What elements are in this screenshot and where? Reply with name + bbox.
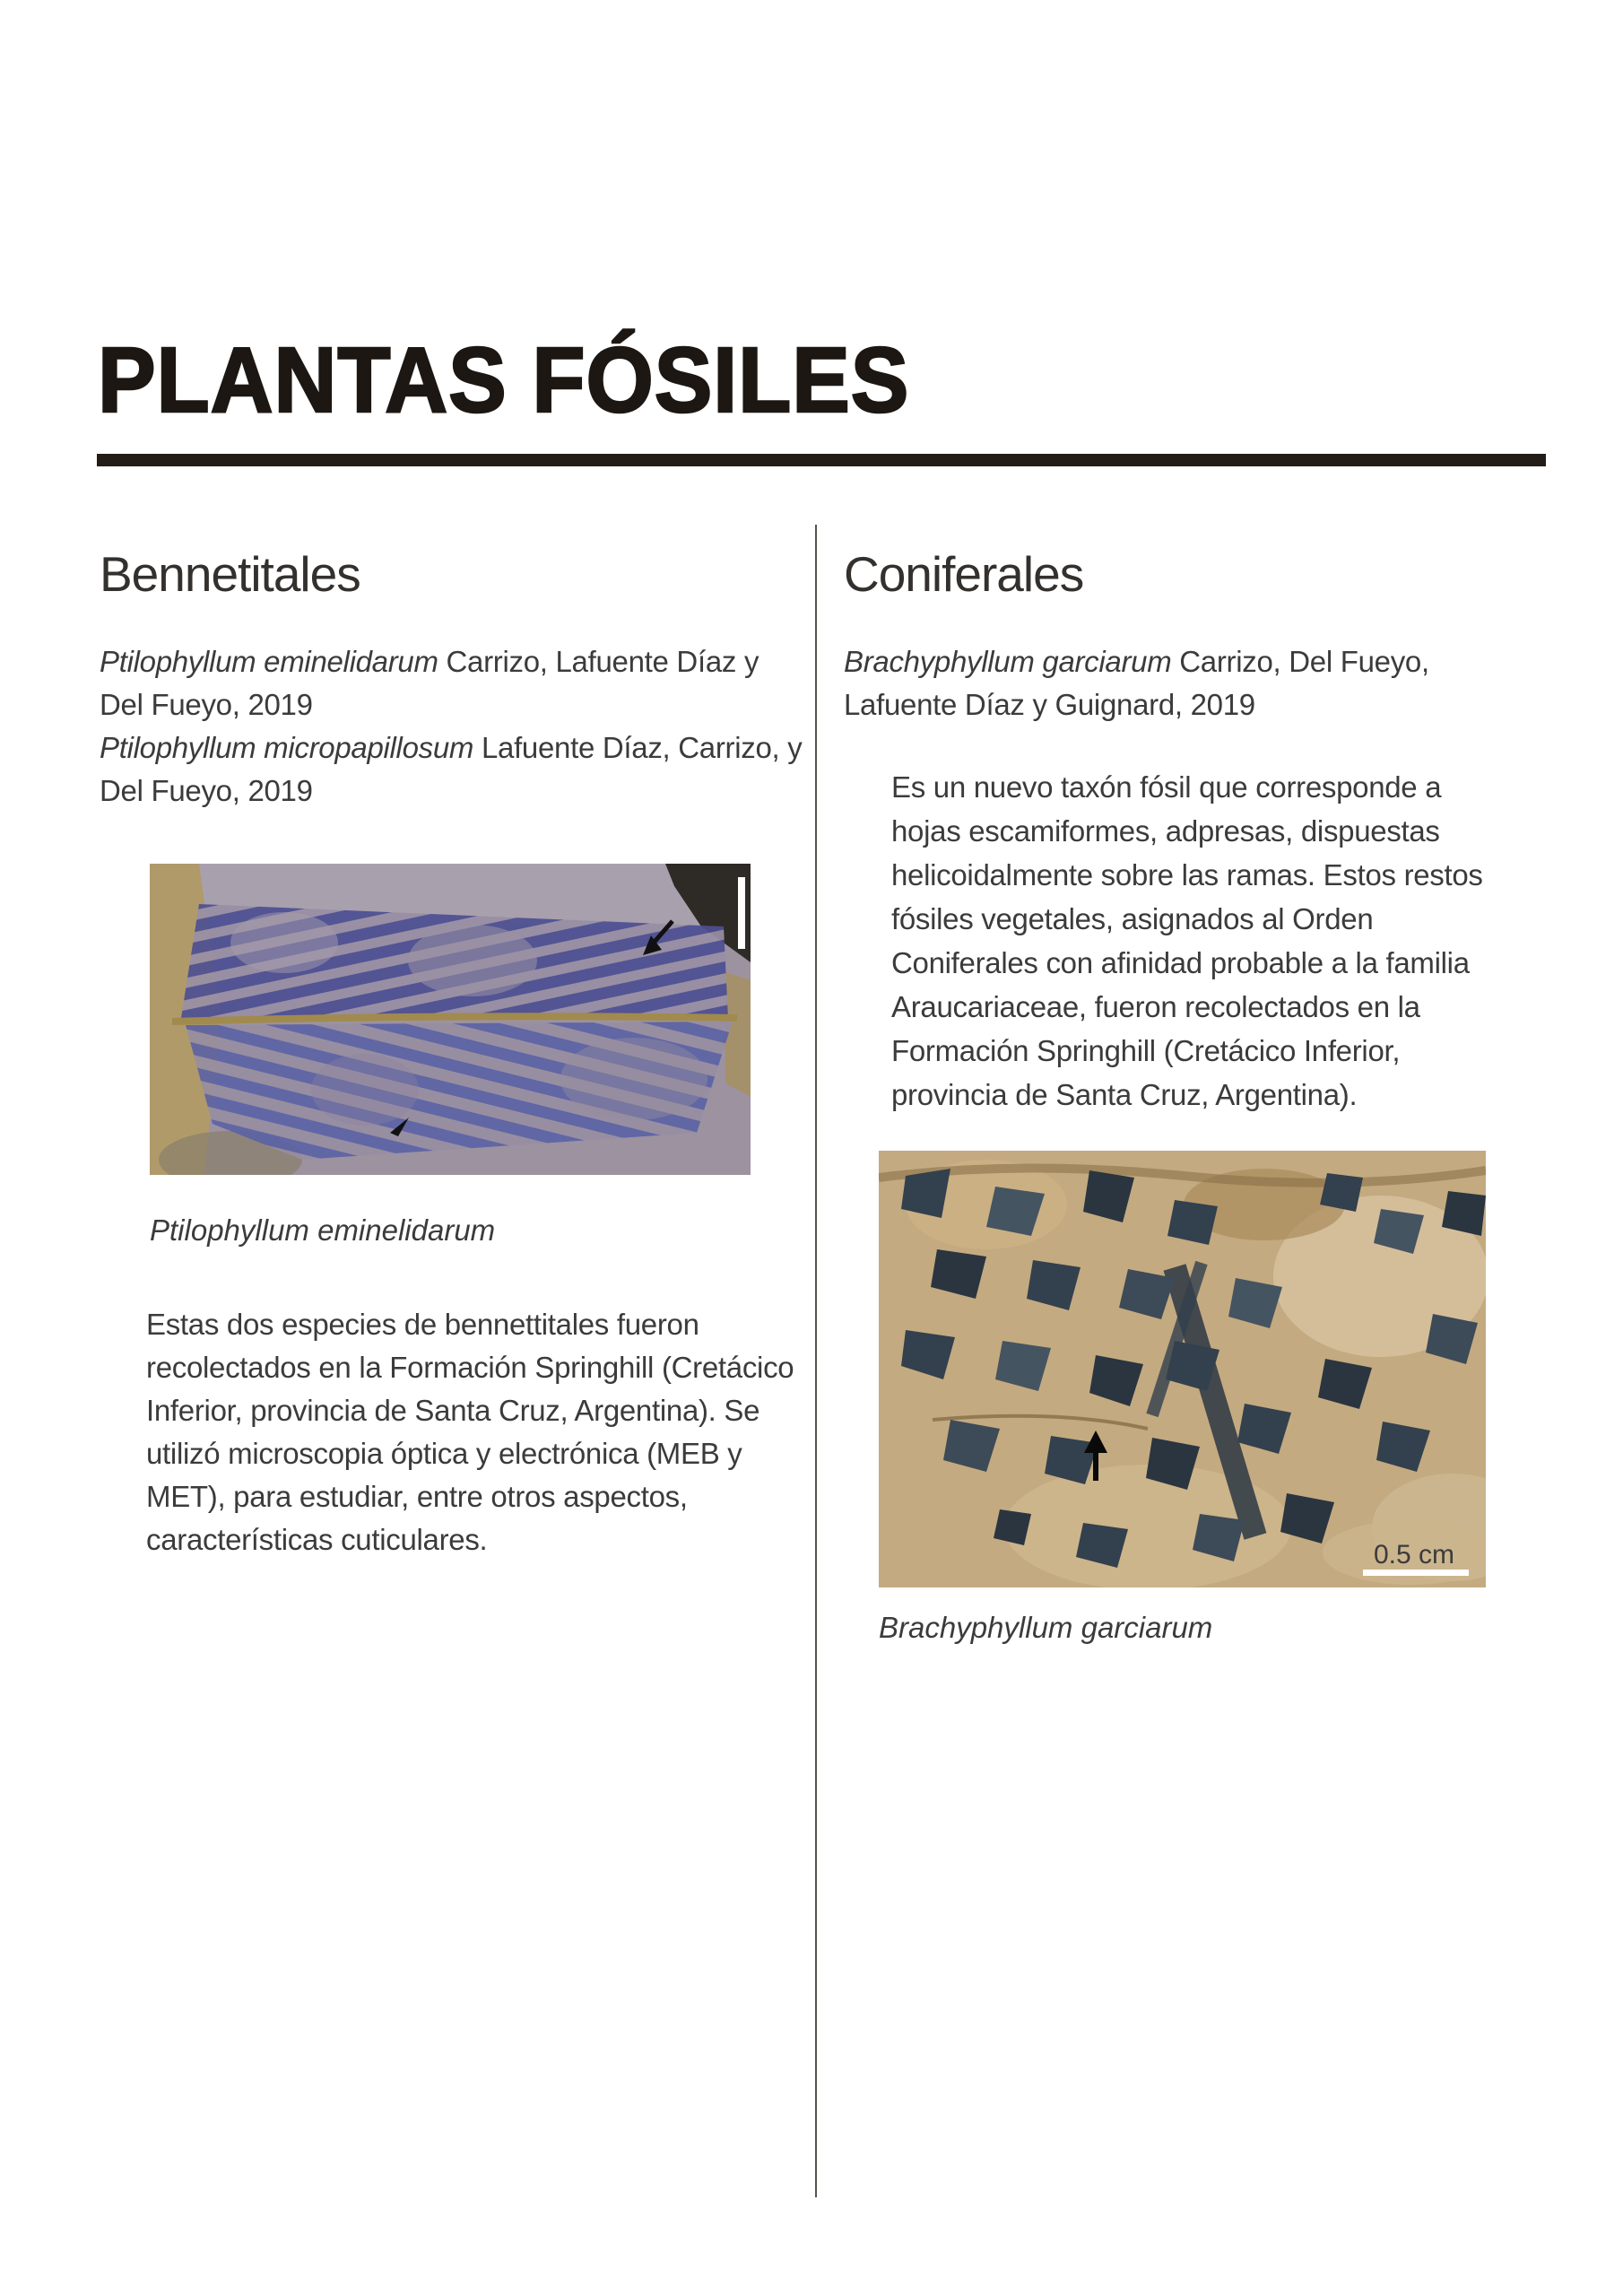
title-rule: [97, 454, 1546, 466]
figure-caption-right: Brachyphyllum garciarum: [879, 1611, 1213, 1644]
species-name: Ptilophyllum micropapillosum: [100, 731, 474, 764]
fossil-photo-brachyphyllum: [879, 1151, 1486, 1587]
page-title: PLANTAS FÓSILES: [98, 328, 910, 431]
species-name: Ptilophyllum eminelidarum: [100, 645, 438, 678]
species-entry: [100, 640, 808, 726]
species-list-right: [844, 640, 1539, 726]
species-entry: [100, 726, 808, 813]
species-list-left: [100, 640, 808, 813]
scalebar-left-figure: [738, 877, 745, 949]
section-heading-coniferales: Coniferales: [844, 546, 1084, 602]
paragraph-bennetitales: Estas dos especies de bennettitales fueron recolectados en la Formación Springhill (Cretácico Inferior, provincia de Santa Cruz, Argentina). Se utilizó microscopia óptica y electrónica (MEB y MET), para estudiar, entre otros aspectos, características cuticulares.: [146, 1308, 794, 1556]
fossil-photo-ptilophyllum: [150, 864, 751, 1175]
fossil-photo-brachyphyllum-art: [879, 1151, 1486, 1587]
species-authority: Carrizo, Del Fueyo, Lafuente Díaz y Guignard, 2019: [844, 645, 1429, 721]
figure-caption-left: Ptilophyllum eminelidarum: [150, 1213, 496, 1247]
species-name: Brachyphyllum garciarum: [844, 645, 1172, 678]
fossil-photo-ptilophyllum-art: [150, 864, 751, 1175]
species-authority: Carrizo, Lafuente Díaz y Del Fueyo, 2019: [100, 645, 759, 721]
scalebar-label: 0.5 cm: [1373, 1540, 1455, 1570]
species-authority: Lafuente Díaz, Carrizo, y Del Fueyo, 2019: [100, 731, 803, 807]
paragraph-coniferales: Es un nuevo taxón fósil que corresponde a hojas escamiformes, adpresas, dispuestas helicoidalmente sobre las ramas. Estos restos fósiles vegetales, asignados al Orden Coniferales con afinidad probable a la familia Araucariaceae, fueron recolectados en la Formación Springhill (Cretácico Inferior, provincia de Santa Cruz, Argentina).: [891, 770, 1483, 1111]
column-divider: [815, 525, 817, 2197]
section-heading-bennetitales: Bennetitales: [100, 546, 360, 602]
species-entry: [844, 640, 1539, 726]
scalebar-right-figure: [1363, 1570, 1469, 1576]
